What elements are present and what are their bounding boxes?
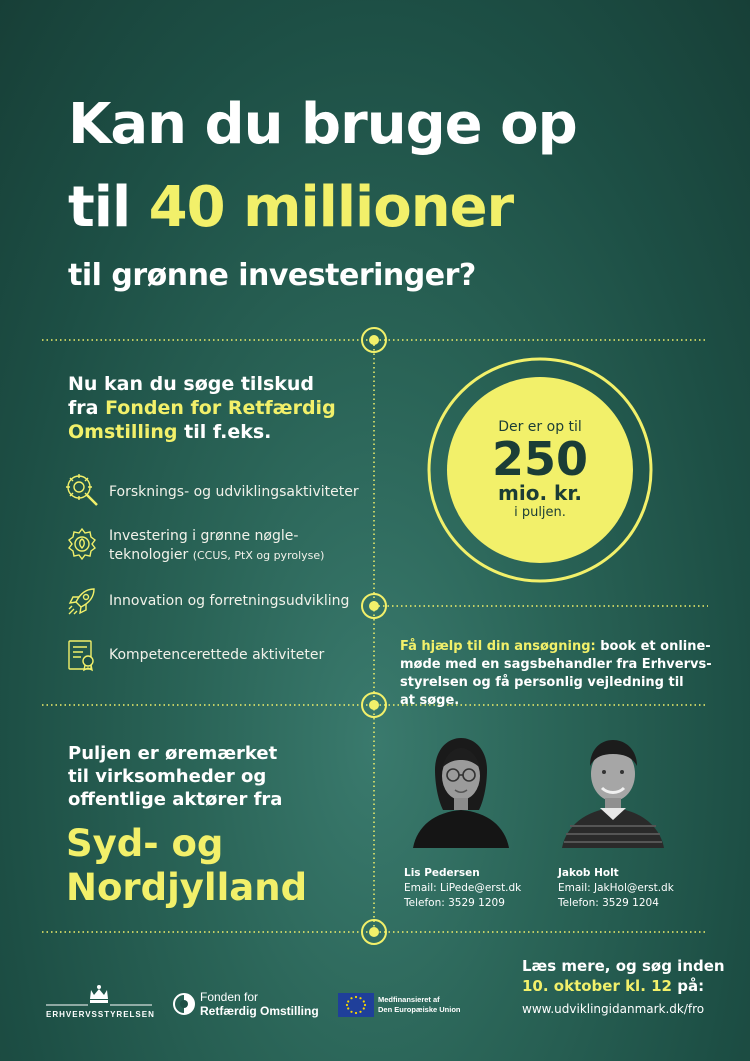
region-intro [68,742,282,811]
intro-line2-prefix: fra [68,397,99,419]
item-greentech-examples: (CCUS, PtX og pyrolyse) [192,549,325,562]
green-tech-gear-icon [64,526,100,562]
cta-deadline: 10. oktober kl. 12 [522,977,672,995]
contact-email: Email: LiPede@erst.dk [404,882,522,894]
headline-line1: Kan du bruge op [68,92,577,157]
help-line3: styrelsen og få personlig vejledning til [400,675,684,690]
fund-logo-line2: Retfærdig Omstilling [200,1004,319,1018]
intro-fund-name-end: Omstilling [68,421,178,443]
certificate-icon [64,637,100,673]
item-greentech-line2-text: teknologier [109,547,189,563]
item-innovation-label: Innovation og forretningsudvikling [109,593,350,609]
item-competence-label: Kompetencerettede aktiviteter [109,647,325,663]
intro-text [68,372,336,444]
contact-name: Jakob Holt [558,867,619,879]
pool-unit: mio. kr. [498,481,582,505]
region-line2: til virksomheder og [68,766,267,787]
headline-highlight: 40 millioner [148,175,514,240]
cta-line2 [522,976,725,996]
contact-phone: Telefon: 3529 1204 [558,897,659,909]
logo-erhvervsstyrelsen [46,984,155,1019]
pool-suffix: i puljen. [514,505,566,520]
pool-line1: Der er op til [498,419,582,435]
headline-line2-prefix: til [68,175,131,240]
help-text [400,638,720,710]
region-name [66,822,307,910]
intro-fund-name: Fonden for Retfærdig [105,397,336,419]
node-markers [362,328,386,944]
fund-logo-text [200,990,319,1018]
help-line2: møde med en sagsbehandler fra Erhvervs- [400,657,712,672]
eu-logo-line1: Medfinansieret af [378,995,440,1004]
region-name-line2: Nordjylland [66,866,308,909]
region-line3: offentlige aktører fra [68,789,283,810]
fund-logo-line1: Fonden for [200,990,259,1004]
pool-amount: 250 [491,432,589,486]
call-to-action [522,956,725,996]
contact-phone: Telefon: 3529 1209 [404,897,505,909]
region-line1: Puljen er øremærket [68,743,278,764]
cta-url[interactable]: www.udviklingidanmark.dk/fro [522,1002,705,1016]
pool-info [447,418,633,522]
avatar-lis-pedersen [405,730,515,848]
intro-line2 [68,396,336,420]
eu-flag-icon [338,993,374,1017]
item-greentech-line1: Investering i grønne nøgle- [109,528,299,544]
item-competence [64,637,100,677]
intro-line3-suffix: til f.eks. [184,421,272,443]
item-greentech-line2 [109,546,324,565]
cta-suffix: på: [672,977,705,995]
crown-icon [46,984,152,1006]
help-highlight: Få hjælp til din ansøgning: [400,639,596,654]
intro-line3 [68,420,336,444]
item-innovation [64,583,100,623]
rocket-icon [64,583,100,619]
research-gear-icon [64,472,100,508]
help-line1-text: book et online- [595,639,711,654]
headline-line3: til grønne investeringer? [68,258,476,293]
item-research [64,472,100,512]
item-greentech [64,526,100,566]
avatar-jakob-holt [556,730,671,848]
logo-erhvervsstyrelsen-text: ERHVERVSSTYRELSEN [46,1010,155,1019]
cta-line1: Læs mere, og søg inden [522,957,725,975]
contact-email: Email: JakHol@erst.dk [558,882,674,894]
item-research-label: Forsknings- og udviklingsaktiviteter [109,484,359,500]
intro-line1: Nu kan du søge tilskud [68,373,315,395]
region-name-line1: Syd- og [66,822,224,865]
contact-lis-pedersen [404,866,521,911]
eu-logo-text [378,995,461,1015]
contact-name: Lis Pedersen [404,867,480,879]
eu-logo-line2: Den Europæiske Union [378,1005,461,1014]
contact-jakob-holt [558,866,674,911]
item-greentech-label [109,527,324,565]
fund-logo-icon [172,992,196,1016]
help-line1 [400,638,720,656]
help-line4: at søge. [400,693,460,708]
